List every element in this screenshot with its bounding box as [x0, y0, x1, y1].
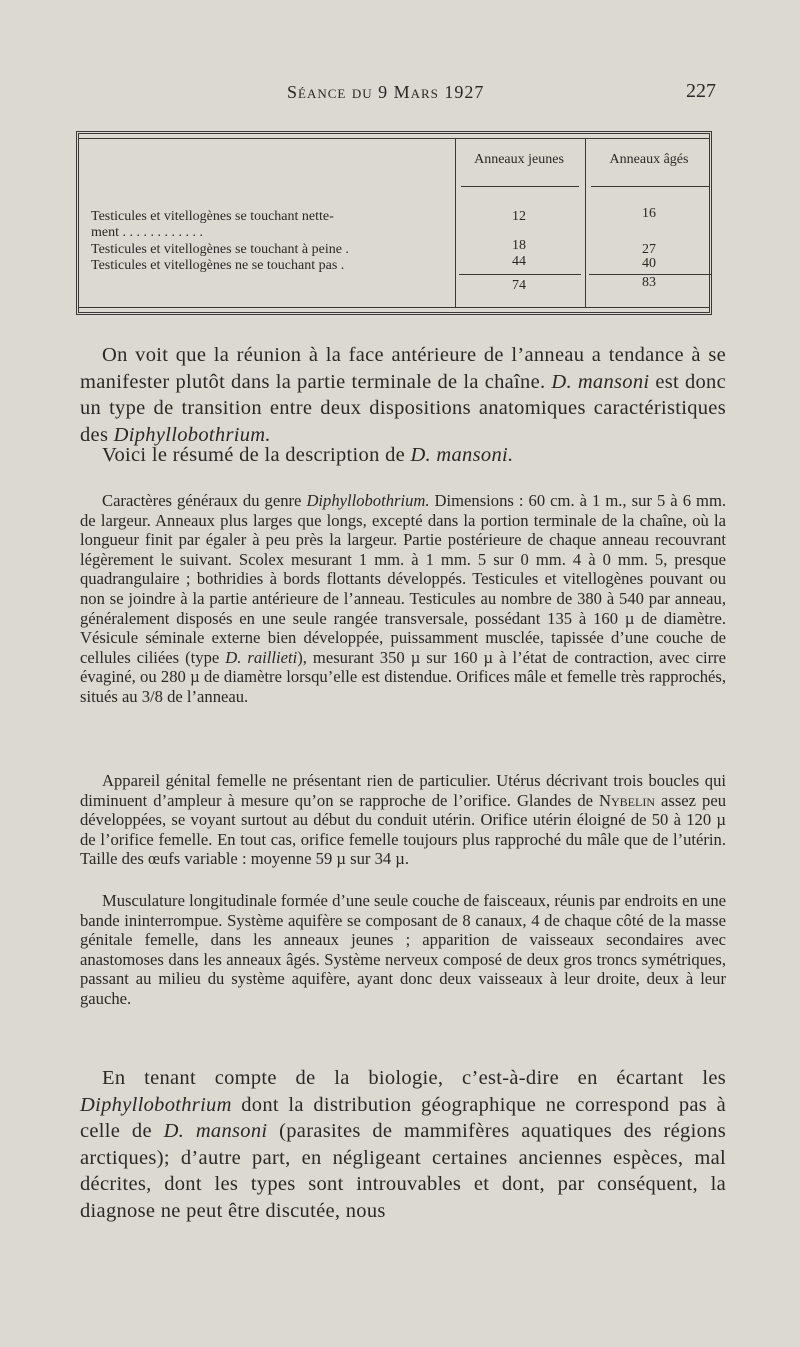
- cell-jeunes-3: 44: [512, 254, 526, 269]
- cell-jeunes-2: 18: [512, 238, 526, 253]
- row-label-1: Testicules et vitellogènes se touchant nette-: [91, 209, 334, 224]
- cell-ages-2: 27: [642, 242, 656, 257]
- page-number: 227: [686, 80, 716, 102]
- row-label-3: Testicules et vitellogènes ne se touchant pas .: [91, 258, 345, 273]
- row-label-2: Testicules et vitellogènes se touchant à peine .: [91, 242, 349, 257]
- running-title: Séance du 9 Mars 1927: [287, 82, 485, 102]
- description-general: Caractères généraux du genre Diphyllobothrium. Dimensions : 60 cm. à 1 m., sur 5 à 6 mm. de largeur. Anneaux plus larges que longs, excepté dans la portion terminale de la chaîne, où la longueur finit par égaler à peu près la largeur. Partie postérieure de chaque anneau recouvrant légèrement le suivant. Scolex mesurant 1 mm. à 1 mm. 5 sur 0 mm. 4 à 0 mm. 5, presque quadrangulaire ; bothridies à bords flottants développés. Testicules et vitellogènes pouvant ou non se joindre à la partie antérieure de l’anneau. Testicules au nombre de 380 à 540 par anneau, généralement disposés en une seule rangée transversale, possédant 135 à 160 µ de diamètre. Vésicule séminale externe bien développée, puissamment musclée, tapissée d’une couche de cellules ciliées (type D. raillieti), mesurant 350 µ sur 160 µ à l’état de contraction, avec cirre évaginé, ou 280 µ de diamètre lorsqu’elle est distendue. Orifices mâle et femelle très rapprochés, situés au 3/8 de l’anneau.: [80, 491, 726, 706]
- column-header-jeunes: Anneaux jeunes: [474, 152, 564, 167]
- paragraph-resume: Voici le résumé de la description de D. mansoni.: [102, 444, 514, 466]
- cell-ages-3: 40: [642, 256, 656, 271]
- total-ages: 83: [642, 275, 656, 290]
- cell-ages-1: 16: [642, 206, 656, 221]
- data-table: [76, 131, 712, 315]
- running-header: [0, 76, 800, 116]
- paragraph-conclusion: En tenant compte de la biologie, c’est-à-dire en écartant les Diphyllobothrium dont la distribution géographique ne correspond pas à celle de D. mansoni (parasites de mammifères aquatiques des régions arctiques); d’autre part, en négligeant certaines anciennes espèces, mal décrites, dont les types sont introuvables et dont, par conséquent, la diagnose ne peut être discutée, nous: [80, 1067, 726, 1222]
- total-jeunes: 74: [512, 278, 526, 293]
- description-genital: Appareil génital femelle ne présentant rien de particulier. Utérus décrivant trois boucles qui diminuent d’ampleur à mesure qu’on se rapproche de l’orifice. Glandes de Nybelin assez peu développées, se voyant surtout au début du conduit utérin. Orifice utérin éloigné de 50 à 120 µ de l’orifice femelle. En tout cas, orifice femelle toujours plus rapproché du mâle que de l’utérin. Taille des œufs variable : moyenne 59 µ sur 34 µ.: [80, 771, 726, 869]
- paragraph-intro: On voit que la réunion à la face antérieure de l’anneau a tendance à se manifester plutôt dans la partie terminale de la chaîne. D. mansoni est donc un type de transition entre deux dispositions anatomiques caractéristiques des Diphyllobothrium.: [80, 344, 726, 446]
- column-header-ages: Anneaux âgés: [609, 152, 689, 167]
- description-musculature: Musculature longitudinale formée d’une seule couche de faisceaux, réunis par endroits en une bande ininterrompue. Système aquifère se composant de 8 canaux, 4 de chaque côté de la masse génitale femelle, dans les anneaux jeunes ; apparition de vaisseaux secondaires avec anastomoses dans les anneaux âgés. Système nerveux composé de deux gros troncs symétriques, passant au milieu du système aquifère, ayant donc deux vaisseaux à leur droite, deux à leur gauche.: [80, 891, 726, 1008]
- row-label-1-cont: ment . . . . . . . . . . . .: [91, 225, 203, 240]
- cell-jeunes-1: 12: [512, 209, 526, 224]
